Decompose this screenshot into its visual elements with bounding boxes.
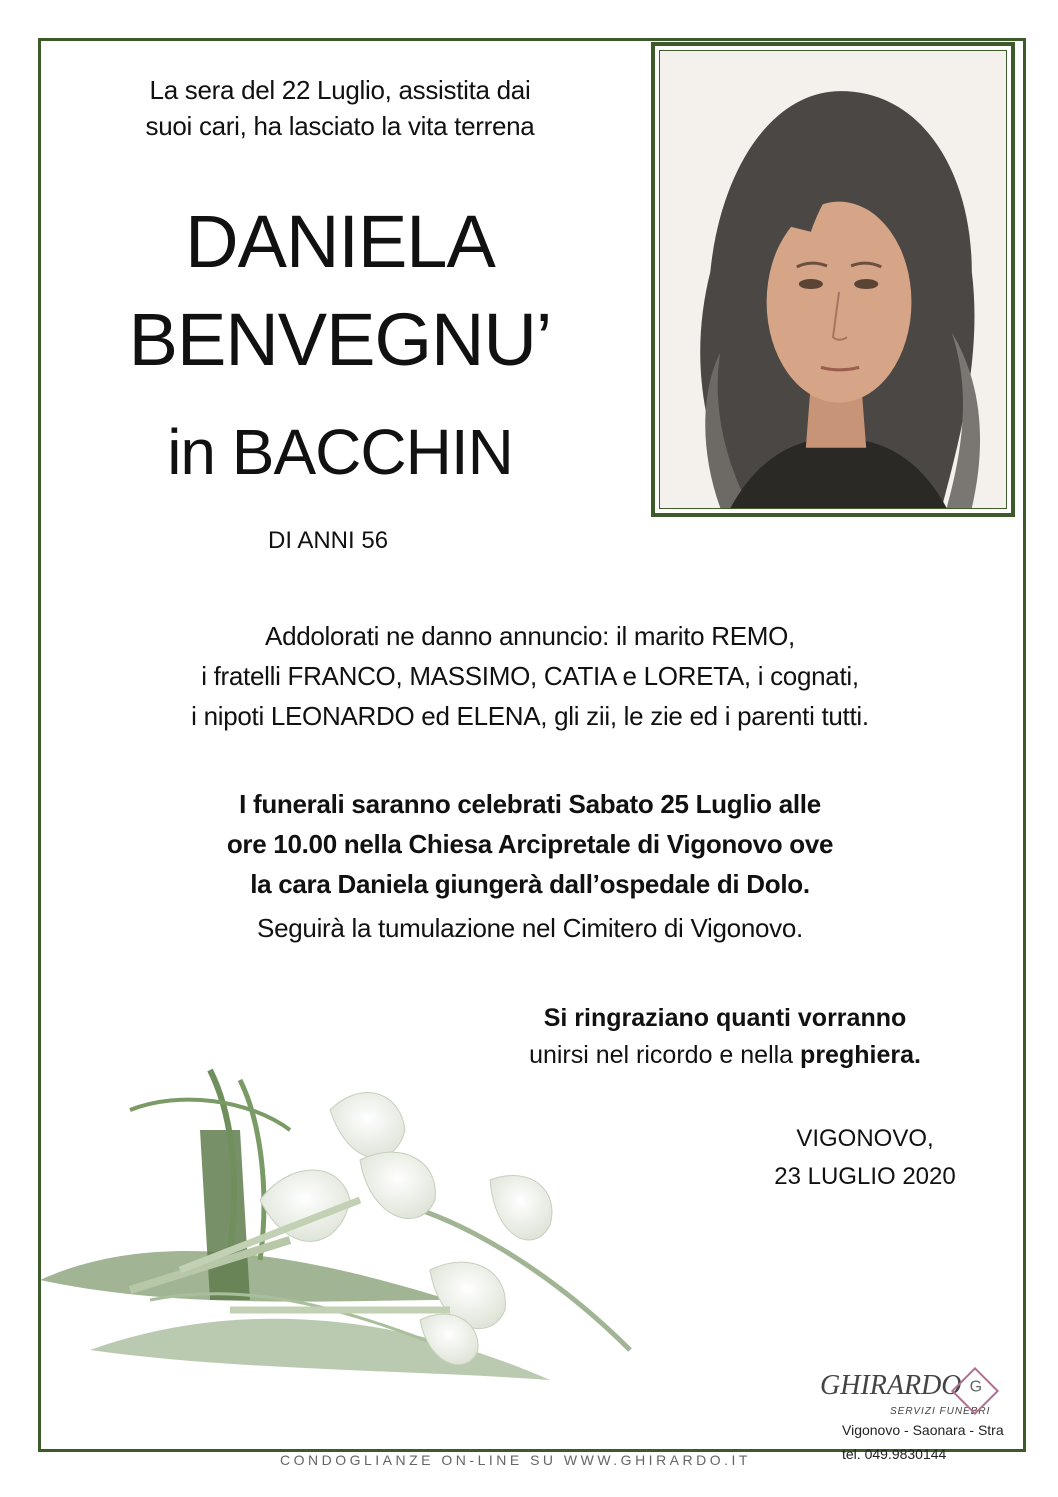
thanks-line-2-bold: preghiera. <box>800 1041 921 1069</box>
age-label: DI ANNI 56 <box>268 527 389 554</box>
intro-text <box>95 72 585 144</box>
thanks-line-1: Si ringraziano quanti vorranno <box>543 1004 907 1032</box>
funeral-home-phone: tel. 049.9830144 <box>842 1446 947 1462</box>
funeral-line-1: I funerali saranno celebrati Sabato 25 Luglio alle <box>239 789 821 819</box>
intro-line-2: suoi cari, ha lasciato la vita terrena <box>145 111 535 141</box>
funeral-home-address <box>842 1418 1004 1466</box>
logo-name: GHIRARDO <box>820 1370 962 1401</box>
calla-lily-bouquet-image <box>30 1050 730 1430</box>
married-name: in BACCHIN <box>167 416 513 488</box>
thanks-line-2: unirsi nel ricordo e nella <box>529 1041 801 1069</box>
announcement-line-2: i fratelli FRANCO, MASSIMO, CATIA e LORETA, i cognati, <box>201 661 859 691</box>
logo-subtitle: SERVIZI FUNEBRI <box>890 1406 991 1417</box>
place-date-value: 23 LUGLIO 2020 <box>774 1163 956 1190</box>
logo-mark-letter: G <box>969 1378 983 1396</box>
first-name: DANIELA <box>185 200 495 283</box>
place-date <box>760 1120 970 1196</box>
announcement-text <box>120 616 940 736</box>
intro-line-1: La sera del 22 Luglio, assistita dai <box>149 75 531 105</box>
portrait-frame <box>651 42 1015 517</box>
ghirardo-logo <box>820 1370 1020 1417</box>
burial-text: Seguirà la tumulazione nel Cimitero di Vigonovo. <box>257 913 803 943</box>
funeral-text <box>120 784 940 904</box>
funeral-line-2: ore 10.00 nella Chiesa Arcipretale di Vigonovo ove <box>226 829 834 859</box>
announcement-line-3: i nipoti LEONARDO ed ELENA, gli zii, le zie ed i parenti tutti. <box>191 701 869 731</box>
place-city: VIGONOVO, <box>796 1125 934 1152</box>
announcement-line-1: Addolorati ne danno annuncio: il marito REMO, <box>265 621 795 651</box>
footer-condolences: CONDOGLIANZE ON-LINE SU WWW.GHIRARDO.IT <box>280 1452 751 1468</box>
last-name: BENVEGNU’ <box>128 298 552 381</box>
funeral-home-locations: Vigonovo - Saonara - Stra <box>842 1422 1004 1438</box>
portrait-photo <box>659 50 1007 509</box>
funeral-line-3: la cara Daniela giungerà dall’ospedale di Dolo. <box>250 869 810 899</box>
